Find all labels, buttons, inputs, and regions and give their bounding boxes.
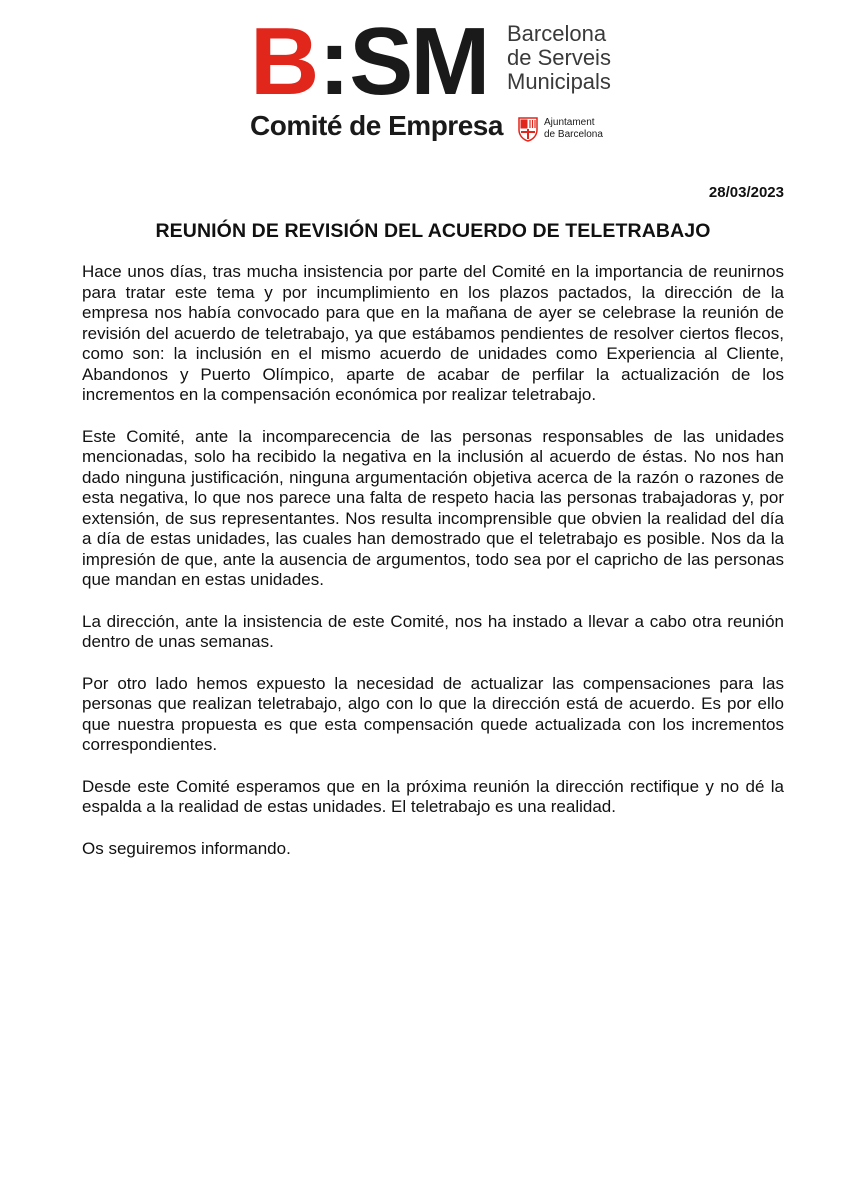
- ajuntament-line-1: Ajuntament: [544, 117, 595, 128]
- ajuntament-logo: [518, 116, 628, 142]
- barcelona-shield-icon: [518, 116, 538, 142]
- org-name-line-2: de Serveis: [507, 45, 611, 70]
- committee-label: Comité de Empresa: [250, 110, 503, 141]
- document-date: 28/03/2023: [708, 184, 784, 201]
- document-body: [82, 262, 784, 880]
- document-title: REUNIÓN DE REVISIÓN DEL ACUERDO DE TELETRABAJO: [155, 220, 711, 242]
- ajuntament-text: [544, 117, 603, 141]
- bsm-logo-mark: [250, 8, 488, 115]
- logo-colon: :: [318, 8, 348, 115]
- logo-letters-sm: SM: [349, 8, 488, 115]
- body-paragraph: Este Comité, ante la incomparecencia de las personas responsables de las unidades mencionadas, solo ha recibido la negativa en la inclusión al acuerdo de éstas. No nos han dado ninguna justificación, ninguna argumentación objetiva acerca de la razón o razones de esta negativa, lo que nos parece una falta de respeto hacia las personas trabajadoras y, por extensión, de sus representantes. Nos resulta incomprensible que obvien la realidad del día a día de estas unidades, las cuales han demostrado que el teletrabajo es posible. Nos da la impresión de que, ante la ausencia de argumentos, todo sea por el capricho de las personas que mandan en estas unidades.: [82, 426, 784, 589]
- body-paragraph: Por otro lado hemos expuesto la necesidad de actualizar las compensaciones para las personas que realizan teletrabajo, algo con lo que la dirección está de acuerdo. Es por ello que nuestra propuesta es que esta compensación quede actualizada con los incrementos correspondientes.: [82, 673, 784, 754]
- closing-line: Os seguiremos informando.: [82, 838, 291, 858]
- org-name: [507, 22, 611, 94]
- body-paragraph: La dirección, ante la insistencia de este Comité, nos ha instado a llevar a cabo otra reunión dentro de unas semanas.: [82, 611, 784, 651]
- body-paragraph: Hace unos días, tras mucha insistencia por parte del Comité en la importancia de reunirnos para tratar este tema y por incumplimiento en los plazos pactados, la dirección de la empresa nos había convocado para que en la mañana de ayer se celebrase la reunión de revisión del acuerdo de teletrabajo, ya que estábamos pendientes de resolver ciertos flecos, como son: la inclusión en el mismo acuerdo de unidades como Experiencia al Cliente, Abandonos y Puerto Olímpico, aparte de acabar de perfilar la actualización de los incrementos en la compensación económica por realizar teletrabajo.: [82, 262, 784, 404]
- bsm-logo: [250, 8, 620, 144]
- org-name-line-3: Municipals: [507, 69, 611, 94]
- logo-letter-b: B: [250, 8, 317, 115]
- ajuntament-line-2: de Barcelona: [544, 129, 603, 140]
- body-paragraph: Desde este Comité esperamos que en la próxima reunión la dirección rectifique y no dé la espalda a la realidad de estas unidades. El teletrabajo es una realidad.: [82, 776, 784, 816]
- org-name-line-1: Barcelona: [507, 21, 607, 46]
